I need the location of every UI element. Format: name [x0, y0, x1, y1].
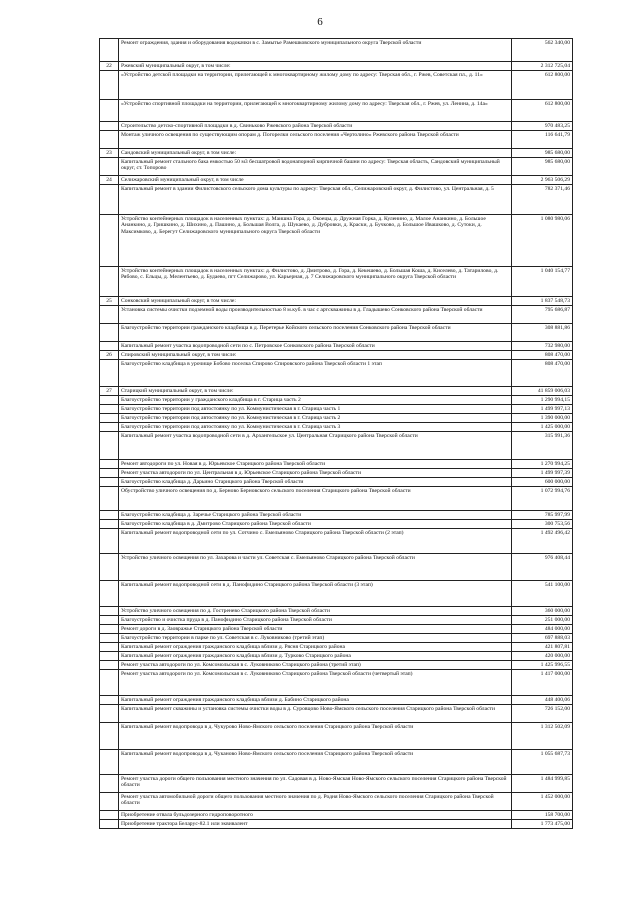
row-description: Ремонт участка дороги общего пользования местного значения по ул. Садовая в д. Ново-Ямская Ново-Ямского сельского поселения Старицкого района Тверской области: [119, 775, 512, 793]
row-description: Ремонт участка автомобильной дороги общего пользования местного значения по д. Родня Ново-Ямского сельского поселения Старицкого района Тверской области: [119, 793, 512, 811]
row-number: [100, 396, 119, 405]
row-number: [100, 581, 119, 607]
row-description: Благоустройство территории гражданского кладбища в д. Перетерье Койского сельского поселения Сонковского района Тверской области: [119, 324, 512, 342]
row-description: «Устройство спортивной площадки на территории, прилегающей к многоквартирному жилому дому по адресу: Тверская обл., г. Ржев, ул. Ленина, д. 14а»: [119, 100, 512, 122]
row-amount: 541 100,00: [512, 581, 573, 607]
row-number: [100, 414, 119, 423]
row-amount: 1 452 000,00: [512, 793, 573, 811]
table-row: [100, 581, 573, 607]
row-description: Благоустройство и очистка пруда в д. Панофидино Старицкого района Тверской области: [119, 616, 512, 625]
row-number: [100, 267, 119, 297]
table-row: [100, 661, 573, 670]
table-row: [100, 62, 573, 71]
row-amount: 808 470,00: [512, 351, 573, 360]
row-amount: 360 000,00: [512, 607, 573, 616]
table-row: [100, 71, 573, 100]
row-number: [100, 705, 119, 723]
row-description: Благоустройство кладбища д. Заречье Старицкого района Тверской области: [119, 511, 512, 520]
row-description: Устройство уличного освещения по ул. Захарова и части ул. Советская с. Емельяново Старицкого района Тверской области: [119, 554, 512, 581]
row-description: Монтаж уличного освещения по существующим опорам д. Погорелки сельского поселения «Чертолино» Ржевского района Тверской области: [119, 131, 512, 149]
row-amount: 1 484 999,85: [512, 775, 573, 793]
row-description: Капитальный ремонт водопроводной сети по ул. Сотчино с. Емельяново Старицкого района Тверской области (2 этап): [119, 529, 512, 554]
table-row: [100, 149, 573, 158]
row-number: [100, 616, 119, 625]
row-number: [100, 131, 119, 149]
row-amount: 448 400,06: [512, 696, 573, 705]
row-description: Капитальный ремонт участка водопроводной сети в д. Архангельское ул. Центральная Старицкого района Тверской области: [119, 432, 512, 460]
row-description: Благоустройство кладбища в д. Дмитрово Старицкого района Тверской области: [119, 520, 512, 529]
row-amount: 420 000,00: [512, 652, 573, 661]
table-row: [100, 342, 573, 351]
row-amount: 795 686,87: [512, 306, 573, 324]
table-row: [100, 39, 573, 62]
row-number: [100, 723, 119, 750]
row-number: [100, 342, 119, 351]
row-amount: 1 837 548,73: [512, 297, 573, 306]
row-description: Благоустройство кладбища д. Дарьино Старицкого района Тверской области: [119, 478, 512, 487]
funding-table: [99, 38, 573, 829]
row-number: [100, 122, 119, 131]
table-row: [100, 670, 573, 696]
table-row: [100, 616, 573, 625]
row-number: [100, 652, 119, 661]
row-number: [100, 775, 119, 793]
row-number: [100, 487, 119, 511]
row-number: 27: [100, 387, 119, 396]
row-description: Благоустройство территории в парке по ул. Советская в с. Луковниково (третий этап): [119, 634, 512, 643]
table-row: [100, 793, 573, 811]
row-amount: 600 000,00: [512, 478, 573, 487]
row-number: [100, 158, 119, 176]
table-row: [100, 775, 573, 793]
row-amount: 1 312 502,09: [512, 723, 573, 750]
row-description: Сонковский муниципальный округ, в том числе:: [119, 297, 512, 306]
row-number: [100, 460, 119, 469]
table-row: [100, 811, 573, 820]
row-amount: 782 371,46: [512, 185, 573, 215]
row-description: Приобретение трактора Беларус-82.1 или эквивалент: [119, 820, 512, 829]
row-description: Приобретение отвала бульдозерного гидроповоротного: [119, 811, 512, 820]
table-row: [100, 487, 573, 511]
row-number: [100, 511, 119, 520]
row-description: Ржевский муниципальный округ, в том числе:: [119, 62, 512, 71]
table-row: [100, 652, 573, 661]
row-amount: 612 800,00: [512, 71, 573, 100]
table-row: [100, 423, 573, 432]
row-number: [100, 750, 119, 775]
row-description: Ремонт дороги в д. Заовражье Старицкого района Тверской области: [119, 625, 512, 634]
table-row: [100, 607, 573, 616]
table-row: [100, 478, 573, 487]
row-amount: 970 483,25: [512, 122, 573, 131]
row-number: [100, 529, 119, 554]
table-row: [100, 750, 573, 775]
row-number: [100, 469, 119, 478]
row-amount: 158 700,00: [512, 811, 573, 820]
row-description: Благоустройство территории под автостоянку по ул. Коммунистическая в г. Старица часть 1: [119, 405, 512, 414]
table-row: [100, 306, 573, 324]
row-amount: 785 997,99: [512, 511, 573, 520]
row-amount: 726 152,00: [512, 705, 573, 723]
row-number: [100, 423, 119, 432]
row-number: [100, 625, 119, 634]
table-row: [100, 297, 573, 306]
row-amount: 1 040 154,77: [512, 267, 573, 297]
row-amount: 315 991,36: [512, 432, 573, 460]
row-amount: 1 290 994,15: [512, 396, 573, 405]
table-row: [100, 529, 573, 554]
table-row: [100, 511, 573, 520]
row-amount: 1 080 980,06: [512, 215, 573, 267]
table-row: [100, 469, 573, 478]
row-description: Устройство контейнерных площадок в населенных пунктах: д. Филистово, д. Дмитрово, д. Гора, д. Кекешево, д. Большая Коша, д. Киселево, д. Татарилово, д. Рябово, с. Ельцы, д. Мелентьево, д. Будаево, пгт Селижарово, ул. Карьерная, д. 7 Селижаровского муниципального округа Тверской области: [119, 267, 512, 297]
row-description: Благоустройство территории под автостоянку по ул. Коммунистическая в г. Старица часть 3: [119, 423, 512, 432]
table-row: [100, 554, 573, 581]
table-row: [100, 158, 573, 176]
row-amount: 484 000,00: [512, 625, 573, 634]
row-description: Ремонт автодороги по ул. Новая в д. Юрьевское Старицкого района Тверской области: [119, 460, 512, 469]
table-row: [100, 820, 573, 829]
row-number: [100, 811, 119, 820]
row-amount: 1 499 997,13: [512, 405, 573, 414]
table-row: [100, 267, 573, 297]
row-description: Ремонт участка автодороги по ул. Комсомольская в с. Луковниково Старицкого района (третий этап): [119, 661, 512, 670]
row-description: Селижаровский муниципальный округ, в том числе: [119, 176, 512, 185]
row-description: Ремонт участка автодороги по ул. Комсомольская в с. Луковниково Старицкого района Тверской области (четвертый этап): [119, 670, 512, 696]
row-amount: 1 499 997,39: [512, 469, 573, 478]
row-description: Капитальный ремонт в здании Филистовского сельского дома культуры по адресу: Тверская обл., Селижаровский округ, д. Филистово, ул. Центральная, д. 5: [119, 185, 512, 215]
row-number: [100, 696, 119, 705]
row-amount: 251 000,00: [512, 616, 573, 625]
table-row: [100, 405, 573, 414]
row-number: 22: [100, 62, 119, 71]
table-row: [100, 696, 573, 705]
row-description: «Устройство детской площадки на территории, прилегающей к многоквартирному жилому дому по адресу: Тверская обл., г. Ржев, Советская пл., д. 11»: [119, 71, 512, 100]
row-description: Капитальный ремонт скважины и установка системы очистки воды в д. Суровцово Ново-Ямского сельского поселения Старицкого района Тверской области: [119, 705, 512, 723]
row-number: [100, 405, 119, 414]
row-description: Благоустройство территории у гражданского кладбища в г. Старица часть 2: [119, 396, 512, 405]
row-amount: 985 680,00: [512, 158, 573, 176]
row-number: 23: [100, 149, 119, 158]
row-number: [100, 432, 119, 460]
row-amount: 1 425 996,55: [512, 661, 573, 670]
row-description: Строительство детско-спортивной площадки в д. Свиньково Ржевского района Тверской области: [119, 122, 512, 131]
row-description: Капитальный ремонт водопроводной сети в д. Панофидино Старицкого района Тверской области (3 этап): [119, 581, 512, 607]
row-amount: 1 270 994,25: [512, 460, 573, 469]
row-amount: 976 408,44: [512, 554, 573, 581]
table-row: [100, 122, 573, 131]
row-description: Ремонт участка автодороги по ул. Центральная в д. Юрьевское Старицкого района Тверской области: [119, 469, 512, 478]
table-row: [100, 460, 573, 469]
table-row: [100, 387, 573, 396]
table-row: [100, 351, 573, 360]
row-amount: 300 753,56: [512, 520, 573, 529]
row-number: 24: [100, 176, 119, 185]
table-row: [100, 414, 573, 423]
row-description: Благоустройство территории под автостоянку по ул. Коммунистическая в г. Старица часть 2: [119, 414, 512, 423]
row-number: [100, 71, 119, 100]
row-amount: 2 963 506,29: [512, 176, 573, 185]
row-number: [100, 324, 119, 342]
table-row: [100, 360, 573, 387]
row-amount: 308 881,86: [512, 324, 573, 342]
row-description: Капитальный ремонт водопровода в д. Чукурово Ново-Ямского сельского поселения Старицкого района Тверской области: [119, 723, 512, 750]
row-amount: 116 641,79: [512, 131, 573, 149]
page-number: 6: [317, 16, 323, 28]
row-description: Ремонт ограждения, здания и оборудования водокачки в с. Замытье Рамешковского муниципального округа Тверской области: [119, 39, 512, 62]
row-amount: 1 055 687,73: [512, 750, 573, 775]
row-amount: 41 859 006,03: [512, 387, 573, 396]
row-number: [100, 215, 119, 267]
row-amount: 732 980,00: [512, 342, 573, 351]
row-description: Спировский муниципальный округ, в том числе:: [119, 351, 512, 360]
row-number: [100, 554, 119, 581]
row-description: Установка системы очистки подземной воды производительностью 8 м.куб. в час с артскважины в д. Гладышево Сонковского района Тверской области: [119, 306, 512, 324]
row-description: Устройство уличного освещения по д. Гостренево Старицкого района Тверской области: [119, 607, 512, 616]
table-row: [100, 176, 573, 185]
row-amount: 612 800,00: [512, 100, 573, 122]
row-number: [100, 793, 119, 811]
row-amount: 1 492 496,42: [512, 529, 573, 554]
row-description: Капитальный ремонт стального бака емкостью 50 м3 бесшатровой водонапорной кирпичной башни по адресу: Тверская область, Сандовский муниципальный округ, ст. Топорово: [119, 158, 512, 176]
row-number: [100, 39, 119, 62]
row-number: 26: [100, 351, 119, 360]
table-row: [100, 432, 573, 460]
table-row: [100, 634, 573, 643]
row-number: [100, 100, 119, 122]
row-amount: 697 888,03: [512, 634, 573, 643]
row-description: Устройство контейнерных площадок в населенных пунктах: д. Маишна Гора, д. Окоецы, д. Дружная Горка, д. Куленино, д. Малое Ананкино, д. Большое Ананкино, д. Гришкино, д. Шихино, д. Пашино, д. Большая Волга, д. Шукаево, д. Дубровки, д. Краски, д. Бучково, д. Большое Ивашково, д. Сутоки, д. Максимково, д. Берегут Селижаровского муниципального округа Тверской области: [119, 215, 512, 267]
table-row: [100, 705, 573, 723]
row-amount: 1 425 000,00: [512, 423, 573, 432]
row-amount: 1 773 475,00: [512, 820, 573, 829]
row-number: [100, 820, 119, 829]
table-row: [100, 625, 573, 634]
table-row: [100, 185, 573, 215]
row-number: [100, 607, 119, 616]
row-description: Капитальный ремонт ограждения гражданского кладбища вблизи д. Турково Старицкого района: [119, 652, 512, 661]
row-number: [100, 360, 119, 387]
table-row: [100, 215, 573, 267]
row-amount: 1 417 000,00: [512, 670, 573, 696]
table-row: [100, 520, 573, 529]
table-row: [100, 100, 573, 122]
row-amount: 421 807,81: [512, 643, 573, 652]
table-row: [100, 643, 573, 652]
row-amount: 1 072 994,76: [512, 487, 573, 511]
row-description: Капитальный ремонт ограждения гражданского кладбища вблизи д. Рясня Старицкого района: [119, 643, 512, 652]
row-description: Старицкий муниципальный округ, в том числе:: [119, 387, 512, 396]
row-number: [100, 670, 119, 696]
row-amount: 808 470,00: [512, 360, 573, 387]
row-description: Сандовский муниципальный округ, в том числе:: [119, 149, 512, 158]
row-number: 25: [100, 297, 119, 306]
table-row: [100, 324, 573, 342]
row-description: Благоустройство кладбища в урочище Бобово поселка Спирово Спировского района Тверской области 1 этап: [119, 360, 512, 387]
row-amount: 1 390 000,00: [512, 414, 573, 423]
row-number: [100, 185, 119, 215]
table-row: [100, 723, 573, 750]
row-number: [100, 634, 119, 643]
row-description: Капитальный ремонт водопровода в д. Чуканово Ново-Ямского сельского поселения Старицкого района Тверской области: [119, 750, 512, 775]
row-description: Обустройство уличного освещения по д. Берново Берновского сельского поселения Старицкого района Тверской области: [119, 487, 512, 511]
row-number: [100, 306, 119, 324]
row-number: [100, 478, 119, 487]
row-number: [100, 661, 119, 670]
row-number: [100, 643, 119, 652]
row-number: [100, 520, 119, 529]
table-row: [100, 131, 573, 149]
row-description: Капитальный ремонт участка водопроводной сети по с. Петровское Сонковского района Тверской области: [119, 342, 512, 351]
table-row: [100, 396, 573, 405]
row-amount: 985 680,00: [512, 149, 573, 158]
row-amount: 2 312 725,04: [512, 62, 573, 71]
row-description: Капитальный ремонт ограждения гражданского кладбища вблизи д. Бабино Старицкого района: [119, 696, 512, 705]
row-amount: 562 340,00: [512, 39, 573, 62]
